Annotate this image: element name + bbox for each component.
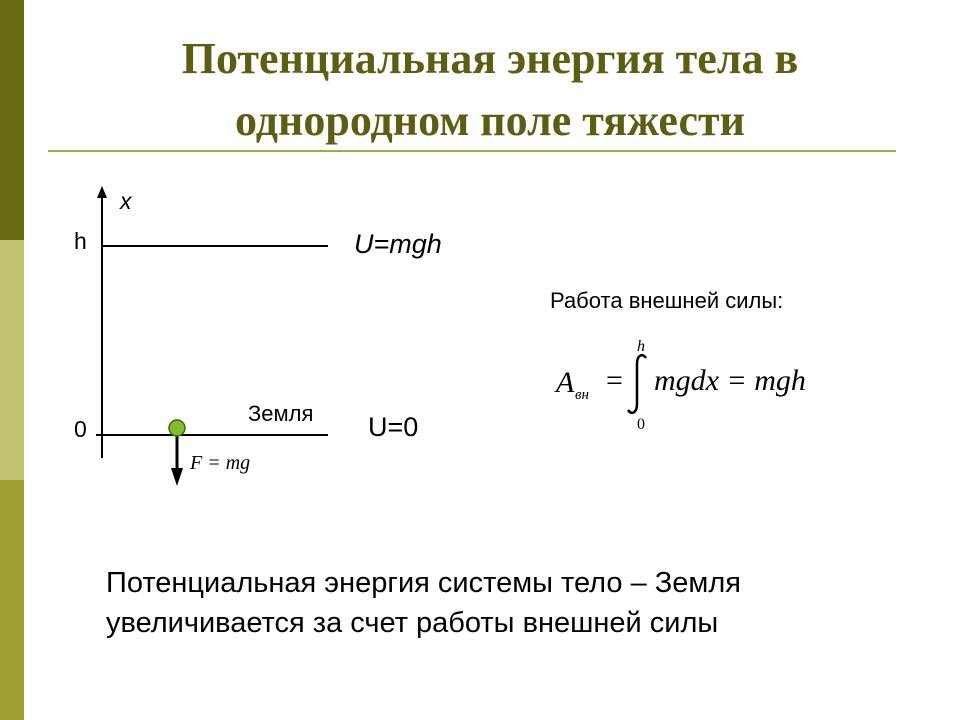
energy-zero-label: U=0 <box>368 412 419 442</box>
ground-label: Земля <box>248 401 314 426</box>
title-line-1: Потенциальная энергия тела в <box>181 34 799 83</box>
integral-lower: 0 <box>637 416 645 433</box>
conclusion-text <box>106 563 741 643</box>
title-line-2: однородном поле тяжести <box>235 96 745 145</box>
integrand: mgdx = mgh <box>654 364 806 397</box>
tick-label-h: h <box>74 228 87 254</box>
energy-top-label: U=mgh <box>354 229 442 259</box>
formula-subscript: вн <box>575 387 589 403</box>
conclusion-line-1: Потенциальная энергия системы тело – Земля <box>106 567 741 599</box>
force-label: F = mg <box>190 452 251 474</box>
integral-upper: h <box>637 338 645 355</box>
tick-label-zero: 0 <box>74 416 87 442</box>
axis-label-x: x <box>120 188 132 214</box>
formula-equals: = <box>606 364 623 397</box>
conclusion-line-2: увеличивается за счет работы внешней силы <box>106 607 719 639</box>
work-heading: Работа внешней силы: <box>550 288 784 313</box>
formula-A: A <box>556 366 575 399</box>
